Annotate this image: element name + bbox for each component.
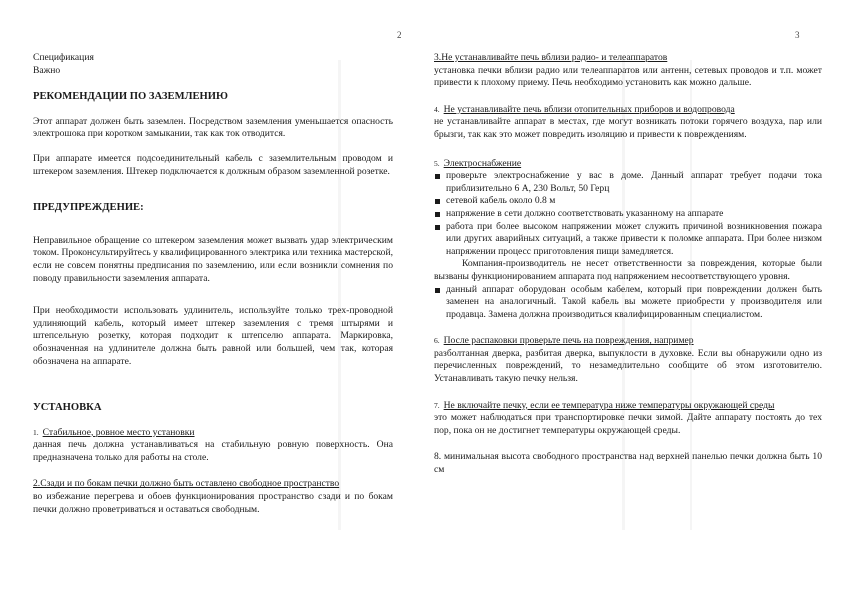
install-item-text: установка печки вблизи радио или телеаппаратов или антенн, сетевых проводов и т.п. может привести к плохому приему. Печь необходимо установить как можно дальше. — [434, 64, 822, 89]
page-number: 3 — [795, 30, 800, 40]
bullet-item: проверьте электроснабжение у вас в доме. Данный аппарат требует подачи тока приблизительно 6 А, 230 Вольт, 50 Герц — [434, 170, 822, 195]
item-title: Не включайте печку, если ее температура ниже температуры окружающей среды — [443, 399, 775, 411]
page-number: 2 — [397, 30, 402, 40]
bullet-item: работа при более высоком напряжении может служить причиной возникновения пожара или других аварийных ситуаций, а также привести к поломке аппарата. При более низком напряжении процесс приготовления пищи замедляется. — [434, 221, 822, 259]
item-title: Стабильное, ровное место установки — [42, 426, 195, 438]
item-title: После распаковки проверьте печь на повреждения, например — [443, 335, 694, 347]
item-title: Не устанавливайте печь вблизи отопительных приборов и водопровода — [443, 103, 735, 115]
spec-line: Спецификация — [33, 52, 94, 63]
grounding-heading: РЕКОМЕНДАЦИИ ПО ЗАЗЕМЛЕНИЮ — [33, 91, 228, 103]
item-number: 5. — [434, 158, 440, 168]
left-column — [33, 52, 393, 516]
warning-paragraph: Неправильное обращение со штекером заземления может вызвать удар электрическим током. Проконсультируйтесь у квалифицированного электрика или техника мастерской, если не совсем понятны предписания по заземлению, или если возникли сомнения по поводу правильности заземления аппарата. — [33, 234, 393, 284]
bullet-item: сетевой кабель около 0.8 м — [434, 195, 822, 208]
install-item-text: 8. минимальная высота свободного пространства над верхней панелью печки должна быть 10 см — [434, 451, 822, 476]
manufacturer-note: Компания-производитель не несет ответственности за повреждения, которые были вызваны функционированием аппарата под напряжением несоответствующего уровня. — [434, 258, 822, 282]
power-bullet-list — [434, 170, 822, 258]
install-item-text: данная печь должна устанавливаться на стабильную ровную поверхность. Она предназначена только для работы на столе. — [33, 439, 393, 463]
install-item-title — [434, 104, 822, 117]
install-item-title — [434, 158, 822, 171]
right-page — [421, 0, 842, 595]
item-number: 4. — [434, 104, 440, 114]
right-column — [434, 52, 822, 477]
install-heading: УСТАНОВКА — [33, 402, 102, 414]
item-number: 1. — [33, 427, 39, 437]
item-number: 6. — [434, 336, 440, 346]
bullet-item: напряжение в сети должно соответствовать указанному на аппарате — [434, 208, 822, 221]
install-item-title — [33, 427, 393, 440]
grounding-paragraph: При аппарате имеется подсоединительный кабель с заземлительным проводом и штекером заземления. Штекер подключается к должным образом заземленной розетке. — [33, 152, 393, 177]
install-item-text: не устанавливайте аппарат в местах, где могут возникать потоки горячего воздуха, пар или брызги, так как это может повредить изоляцию и привести к повреждениям. — [434, 116, 822, 140]
item-number: 7. — [434, 400, 440, 410]
install-item-text: во избежание перегрева и обоев функционирования пространство сзади и по бокам печки должно проветриваться и оставаться свободным. — [33, 491, 393, 515]
install-item-text: это может наблюдаться при транспортировке печки зимой. Дайте аппарату постоять до тех пор, пока он не достигнет температуры окружающей среды. — [434, 412, 822, 436]
install-item-title: 2.Сзади и по бокам печки должно быть оставлено свободное пространство — [33, 478, 340, 490]
install-item-title — [434, 335, 822, 348]
item-title: Электроснабжение — [443, 157, 522, 169]
power-bullet-list — [434, 284, 822, 322]
install-item-text: разболтанная дверка, разбитая дверка, выпуклости в духовке. Если вы обнаружили одно из перечисленных повреждений, то незамедлительно сообщите об этом изготовителю. Устанавливать такую печку нельзя. — [434, 347, 822, 385]
install-item-title — [434, 400, 822, 413]
warning-paragraph: При необходимости использовать удлинитель, используйте только трех-проводной удлиняющий кабель, который имеет штекер заземления с тремя штырями и штепсельную розетку, которая подходит к штепселю аппарата. Маркировка, обозначенная на удлинителе должна быть равной или большей, чем так, которая обозначена на аппарате. — [33, 305, 393, 367]
grounding-paragraph: Этот аппарат должен быть заземлен. Посредством заземления уменьшается опасность электрошока при коротком замыкании, так как ток отводится. — [33, 115, 393, 140]
important-line: Важно — [33, 64, 61, 76]
warning-heading: ПРЕДУПРЕЖДЕНИЕ: — [33, 202, 144, 214]
bullet-item: данный аппарат оборудован особым кабелем, который при повреждении должен быть заменен на аналогичный. Такой кабель вы можете приобрести у производителя или продавца. Замена должна производиться квалифицированным специалистом. — [434, 284, 822, 322]
install-item-title: 3.Не устанавливайте печь вблизи радио- и телеаппаратов — [434, 52, 668, 63]
